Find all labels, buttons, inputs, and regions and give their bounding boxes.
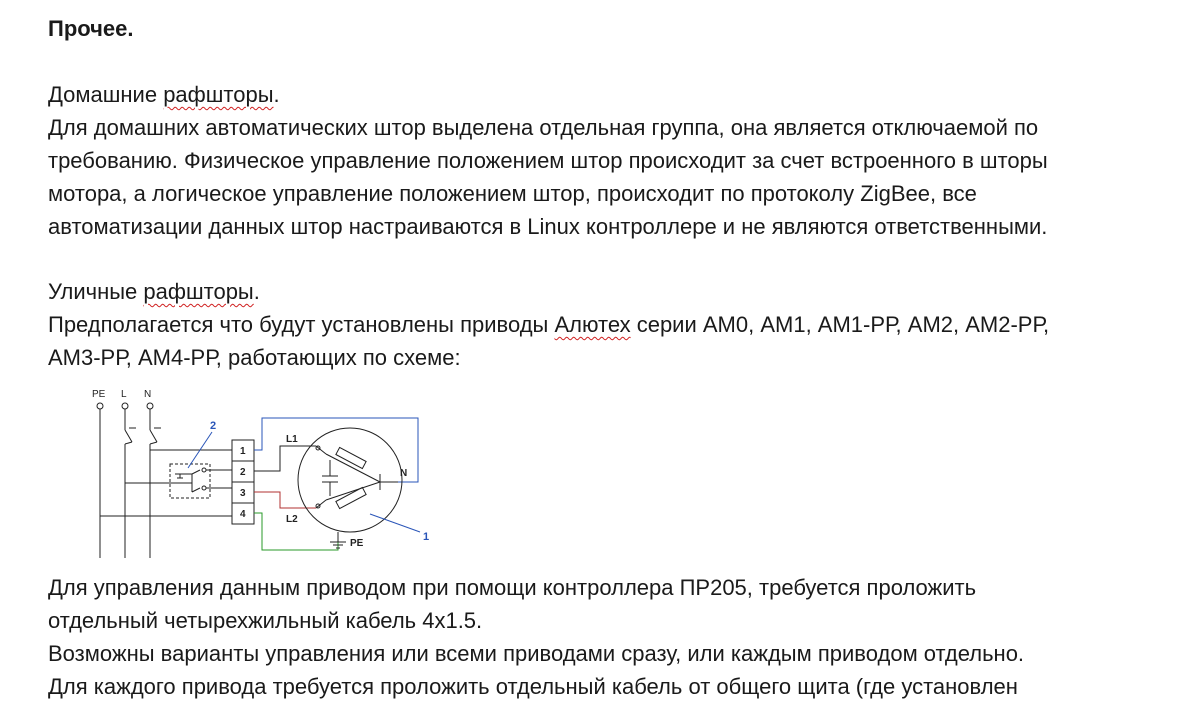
- home-blinds-line-1: Для домашних автоматических штор выделена отдельная группа, она является отключаемой по: [48, 115, 1039, 140]
- l2-label: L2: [286, 514, 298, 525]
- block-terminal-2: 2: [240, 467, 246, 478]
- street-blinds-title-prefix: Уличные: [48, 279, 144, 304]
- street-blinds-line-1: [48, 308, 1049, 341]
- callout-motor-line: [370, 514, 420, 532]
- pe-label: PE: [350, 538, 364, 549]
- l1-label: L1: [286, 434, 298, 445]
- callout-motor: 1: [423, 531, 430, 543]
- callout-switch: 2: [210, 420, 217, 432]
- block-terminal-1: 1: [240, 446, 246, 457]
- street-line1-brand: Алютех: [554, 312, 631, 337]
- bottom-line-3: Возможны варианты управления или всеми приводами сразу, или каждым приводом отдельно.: [48, 641, 1025, 666]
- terminal-circles: [97, 403, 153, 409]
- street-blinds-line-2: АМ3-РР, АМ4-РР, работающих по схеме:: [48, 345, 461, 370]
- street-blinds-title: [48, 275, 260, 308]
- home-blinds-line-4: автоматизации данных штор настраиваются в Linux контроллере и не являются ответственными.: [48, 214, 1048, 239]
- wire-l2-red: [254, 492, 316, 508]
- section-heading: Прочее.: [48, 16, 134, 41]
- motor-windings: [316, 446, 398, 509]
- home-blinds-line-3: мотора, а логическое управление положением штор, происходит по протоколу ZigBee, все: [48, 181, 977, 206]
- home-blinds-title-suffix: .: [273, 82, 280, 107]
- switch-box: [170, 464, 232, 498]
- bottom-line-4: Для каждого привода требуется проложить отдельный кабель от общего щита (где установлен: [48, 674, 1018, 699]
- block-terminal-4: 4: [240, 509, 246, 520]
- home-blinds-title: [48, 78, 280, 111]
- terminal-label-n: N: [144, 389, 152, 400]
- bottom-line-1: Для управления данным приводом при помощи контроллера ПР205, требуется проложить: [48, 575, 977, 600]
- wire-n-blue: [254, 418, 418, 482]
- wire-l1: [254, 446, 316, 471]
- wiring-diagram: [80, 382, 440, 562]
- n-label: N: [400, 468, 408, 479]
- home-blinds-line-2: требованию. Физическое управление положением штор происходит за счет встроенного в шторы: [48, 148, 1048, 173]
- terminal-label-pe: PE: [92, 389, 106, 400]
- street-blinds-title-suffix: .: [253, 279, 260, 304]
- terminal-label-l: L: [121, 389, 127, 400]
- street-line1-prefix: Предполагается что будут установлены приводы: [48, 312, 555, 337]
- street-blinds-title-word: рафшторы: [143, 279, 254, 304]
- bottom-line-2: отдельный четырехжильный кабель 4х1.5.: [48, 608, 483, 633]
- street-line1-suffix: серии АМ0, АМ1, АМ1-РР, АМ2, АМ2-РР,: [630, 312, 1050, 337]
- motor-circle: [298, 428, 402, 532]
- block-terminal-3: 3: [240, 488, 246, 499]
- home-blinds-title-prefix: Домашние: [48, 82, 164, 107]
- home-blinds-title-word: рафшторы: [163, 82, 274, 107]
